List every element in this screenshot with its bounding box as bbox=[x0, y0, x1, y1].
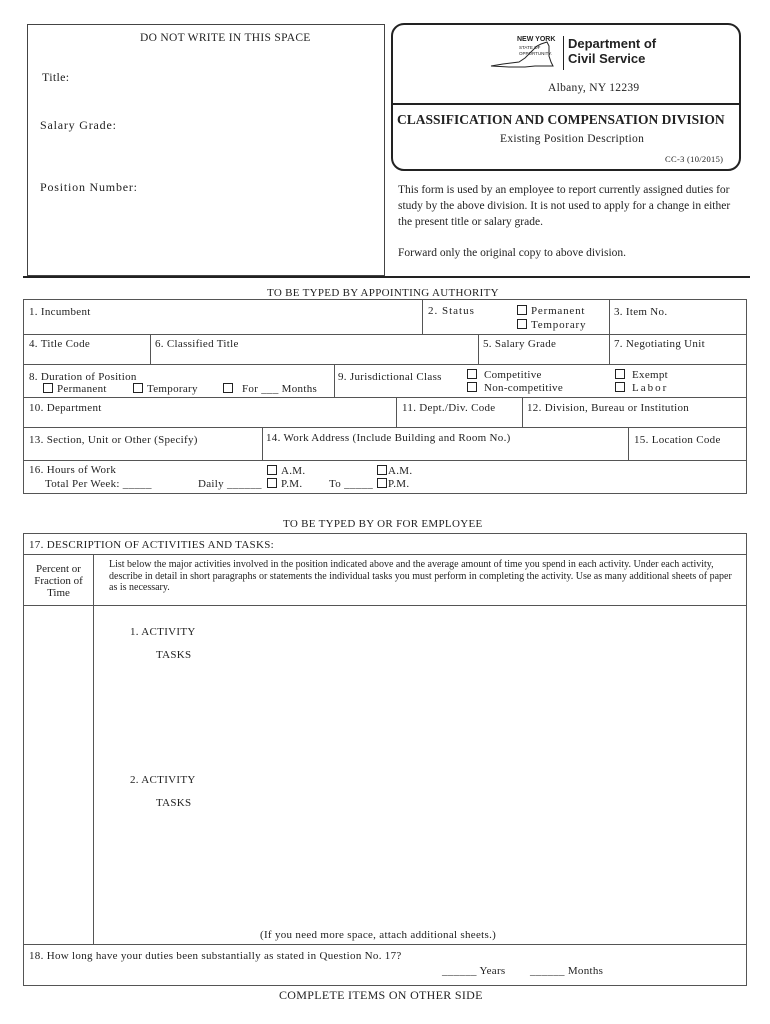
am-option-2[interactable] bbox=[377, 465, 412, 477]
status-temporary-option[interactable] bbox=[517, 319, 586, 331]
col-divider bbox=[396, 397, 397, 427]
work-address-label: 14. Work Address (Include Building and Room No.) bbox=[266, 432, 511, 444]
to-label: To _____ bbox=[329, 478, 374, 490]
section-rule bbox=[23, 276, 750, 278]
non-competitive-option[interactable] bbox=[467, 382, 563, 394]
activity-2-label: 2. ACTIVITY bbox=[130, 774, 196, 786]
duration-for-checkbox[interactable] bbox=[223, 383, 233, 393]
row-divider bbox=[24, 554, 746, 555]
incumbent-label: 1. Incumbent bbox=[29, 306, 91, 318]
tasks-1-label: TASKS bbox=[156, 649, 192, 661]
more-space-note: (If you need more space, attach additional sheets.) bbox=[260, 929, 497, 941]
pm-option-1[interactable] bbox=[267, 478, 302, 490]
am-checkbox-1[interactable] bbox=[267, 465, 277, 475]
status-temporary-checkbox[interactable] bbox=[517, 319, 527, 329]
percent-line-3: Time bbox=[47, 587, 70, 599]
duration-permanent-label: Permanent bbox=[57, 383, 107, 395]
exempt-label: Exempt bbox=[632, 369, 669, 381]
department-label: 10. Department bbox=[29, 402, 102, 414]
agency-address: Albany, NY 12239 bbox=[548, 82, 640, 94]
intro-paragraph-2: Forward only the original copy to above division. bbox=[398, 247, 627, 259]
am-checkbox-2[interactable] bbox=[377, 465, 387, 475]
q17-label: 17. DESCRIPTION OF ACTIVITIES AND TASKS: bbox=[29, 539, 274, 551]
q18-label: 18. How long have your duties been substantially as stated in Question No. 17? bbox=[29, 950, 402, 962]
col-divider bbox=[262, 427, 263, 460]
duration-temporary-option[interactable] bbox=[133, 383, 198, 395]
competitive-option[interactable] bbox=[467, 369, 542, 381]
negotiating-unit-label: 7. Negotiating Unit bbox=[614, 338, 705, 350]
office-use-box bbox=[27, 24, 385, 276]
months-field[interactable]: ______ Months bbox=[530, 965, 604, 977]
am-label-2: A.M. bbox=[388, 465, 413, 477]
pm-label-1: P.M. bbox=[281, 478, 303, 490]
col-divider bbox=[422, 300, 423, 334]
row-divider bbox=[24, 944, 746, 945]
col-divider bbox=[93, 554, 94, 944]
division-name: CLASSIFICATION AND COMPENSATION DIVISION bbox=[397, 112, 725, 127]
dept-line-1: Department of bbox=[568, 36, 657, 51]
row-divider bbox=[24, 460, 746, 461]
item-no-label: 3. Item No. bbox=[614, 306, 668, 318]
division-bureau-label: 12. Division, Bureau or Institution bbox=[527, 402, 690, 414]
pm-checkbox-1[interactable] bbox=[267, 478, 277, 488]
form-name: Existing Position Description bbox=[500, 133, 645, 145]
percent-line-1: Percent or bbox=[36, 563, 81, 575]
col-divider bbox=[609, 300, 610, 334]
percent-column-header bbox=[24, 563, 93, 599]
classified-title-label: 6. Classified Title bbox=[155, 338, 239, 350]
am-option-1[interactable] bbox=[267, 465, 305, 477]
hours-label: 16. Hours of Work bbox=[29, 464, 117, 476]
logo-divider bbox=[563, 36, 564, 70]
duration-permanent-option[interactable] bbox=[43, 383, 107, 395]
years-field[interactable]: ______ Years bbox=[442, 965, 506, 977]
office-use-heading: DO NOT WRITE IN THIS SPACE bbox=[140, 32, 311, 44]
status-permanent-checkbox[interactable] bbox=[517, 305, 527, 315]
title-code-label: 4. Title Code bbox=[29, 338, 91, 350]
col-divider bbox=[334, 364, 335, 397]
appointing-table bbox=[23, 299, 747, 494]
location-code-label: 15. Location Code bbox=[634, 434, 721, 446]
dept-line-2: Civil Service bbox=[568, 51, 646, 66]
labor-label: Labor bbox=[632, 382, 669, 394]
status-label: 2. Status bbox=[428, 305, 475, 317]
row-divider bbox=[24, 427, 746, 428]
office-salary-label: Salary Grade: bbox=[40, 118, 117, 132]
activities-table bbox=[23, 533, 747, 986]
labor-option[interactable] bbox=[615, 382, 668, 394]
duration-temporary-checkbox[interactable] bbox=[133, 383, 143, 393]
form-code: CC-3 (10/2015) bbox=[665, 154, 724, 164]
status-temporary-label: Temporary bbox=[531, 319, 587, 331]
row-divider bbox=[24, 334, 746, 335]
footer-note: COMPLETE ITEMS ON OTHER SIDE bbox=[279, 988, 483, 1002]
appointing-section-heading: TO BE TYPED BY APPOINTING AUTHORITY bbox=[267, 287, 499, 299]
duration-for-option[interactable] bbox=[223, 383, 317, 395]
col-divider bbox=[478, 334, 479, 364]
row-divider bbox=[24, 364, 746, 365]
header-divider bbox=[391, 103, 741, 105]
percent-line-2: Fraction of bbox=[34, 575, 83, 587]
status-permanent-option[interactable] bbox=[517, 305, 585, 317]
col-divider bbox=[522, 397, 523, 427]
office-title-label: Title: bbox=[42, 70, 70, 84]
jurisdictional-label: 9. Jurisdictional Class bbox=[338, 371, 442, 383]
pm-option-2[interactable] bbox=[377, 478, 409, 490]
activity-1-label: 1. ACTIVITY bbox=[130, 626, 196, 638]
non-competitive-checkbox[interactable] bbox=[467, 382, 477, 392]
pm-checkbox-2[interactable] bbox=[377, 478, 387, 488]
tasks-2-label: TASKS bbox=[156, 797, 192, 809]
logo-line-1: NEW YORK bbox=[517, 36, 556, 43]
competitive-label: Competitive bbox=[484, 369, 542, 381]
office-position-label: Position Number: bbox=[40, 180, 138, 194]
col-divider bbox=[609, 334, 610, 364]
row-divider bbox=[24, 397, 746, 398]
col-divider bbox=[150, 334, 151, 364]
intro-paragraph-1: This form is used by an employee to report currently assigned duties for study by the above division. It is not used to apply for a change in either the present title or salary grade. bbox=[398, 184, 731, 228]
total-per-week-label: Total Per Week: _____ bbox=[45, 478, 152, 490]
non-competitive-label: Non-competitive bbox=[484, 382, 564, 394]
duration-temporary-label: Temporary bbox=[147, 383, 198, 395]
labor-checkbox[interactable] bbox=[615, 382, 625, 392]
row-divider bbox=[24, 605, 746, 606]
col-divider bbox=[628, 427, 629, 460]
pm-label-2: P.M. bbox=[388, 478, 410, 490]
employee-section-heading: TO BE TYPED BY OR FOR EMPLOYEE bbox=[283, 518, 483, 530]
logo-line-3: OPPORTUNITY. bbox=[519, 51, 553, 56]
salary-grade-label: 5. Salary Grade bbox=[483, 338, 557, 350]
activity-instructions: List below the major activities involved in the position indicated above and the average amount of time you spend in each activity. Under each activity, describe in detail in short paragraphs or statements the individual tasks you must perform in completing the activity. Use as many additional sheets of paper as is necessary. bbox=[109, 559, 732, 593]
logo-line-2: STATE OF bbox=[519, 45, 541, 50]
competitive-checkbox[interactable] bbox=[467, 369, 477, 379]
status-permanent-label: Permanent bbox=[531, 305, 586, 317]
exempt-option[interactable] bbox=[615, 369, 668, 381]
dept-div-code-label: 11. Dept./Div. Code bbox=[402, 402, 496, 414]
agency-header-box bbox=[391, 23, 741, 171]
duration-for-label: For ___ Months bbox=[242, 383, 318, 395]
exempt-checkbox[interactable] bbox=[615, 369, 625, 379]
daily-label: Daily ______ bbox=[198, 478, 262, 490]
duration-label: 8. Duration of Position bbox=[29, 371, 137, 383]
duration-permanent-checkbox[interactable] bbox=[43, 383, 53, 393]
section-unit-label: 13. Section, Unit or Other (Specify) bbox=[29, 434, 198, 446]
am-label-1: A.M. bbox=[281, 465, 306, 477]
